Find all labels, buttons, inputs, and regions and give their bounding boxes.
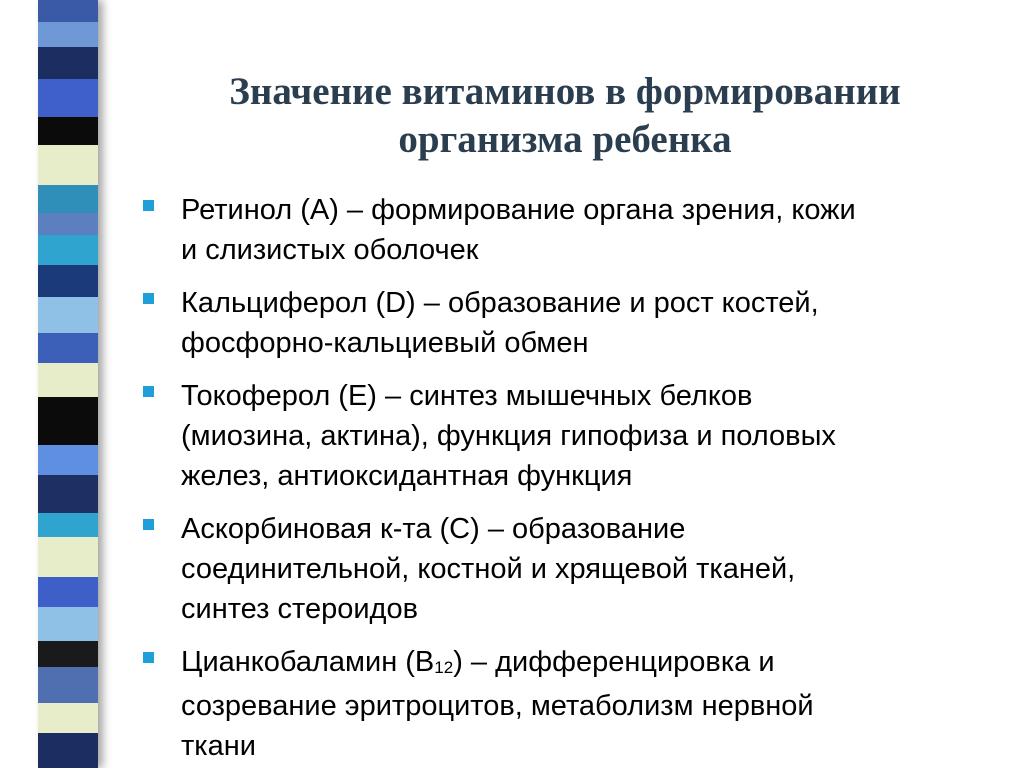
stripe-segment (38, 733, 98, 768)
list-item (143, 190, 1003, 270)
stripe-segment (38, 265, 98, 297)
stripe-segment (38, 641, 98, 667)
stripe-segment (38, 213, 98, 235)
square-bullet-icon (143, 200, 154, 211)
list-item-text: и слизистых оболочек (181, 234, 479, 266)
bullet-list (143, 190, 1003, 768)
stripe-segment (38, 47, 98, 79)
stripe-segment (38, 667, 98, 703)
list-item (143, 509, 1003, 629)
stripe-segment (38, 577, 98, 607)
list-item-text: Токоферол (Е) – синтез мышечных белков (181, 380, 753, 412)
stripe-segment (38, 117, 98, 145)
list-item-text: фосфорно-кальциевый обмен (181, 327, 589, 359)
list-item-text: синтез стероидов (181, 593, 419, 625)
list-item-text: соединительной, костной и хрящевой тканей, (181, 553, 796, 585)
stripe-segment (38, 703, 98, 733)
list-item-text: Кальциферол (D) – образование и рост костей, (181, 287, 819, 319)
stripe-segment (38, 235, 98, 265)
slide-title (130, 68, 1000, 164)
subscript-text: 12 (434, 658, 454, 677)
list-item-text: ткани (181, 730, 256, 762)
square-bullet-icon (143, 519, 154, 530)
stripe-segment (38, 145, 98, 185)
square-bullet-icon (143, 293, 154, 304)
list-item (143, 376, 1003, 496)
stripe-segment (38, 297, 98, 333)
stripe-segment (38, 185, 98, 213)
stripe-segment (38, 475, 98, 513)
stripe-segment (38, 445, 98, 475)
slide-title-line: Значение витаминов в формировании (229, 70, 901, 113)
list-item-text: (миозина, актина), функция гипофиза и половых (181, 420, 836, 452)
stripe-segment (38, 22, 98, 47)
list-item-text: созревание эритроцитов, метаболизм нервной (181, 690, 814, 722)
stripe-segment (38, 513, 98, 537)
list-item-text-part: Цианкобаламин (В (181, 646, 435, 678)
stripe-segment (38, 397, 98, 445)
slide-title-line: организма ребенка (398, 118, 732, 161)
stripe-segment (38, 363, 98, 397)
square-bullet-icon (143, 386, 154, 397)
list-item-text (181, 642, 1003, 686)
list-item-text: желез, антиоксидантная функция (181, 460, 633, 492)
list-item-text-part: ) – дифференцировка и (453, 646, 775, 678)
stripe-segment (38, 537, 98, 577)
list-item-text: Аскорбиновая к-та (С) – образование (181, 513, 686, 545)
list-item (143, 283, 1003, 363)
list-item-text: Ретинол (А) – формирование органа зрения, кожи (181, 194, 856, 226)
list-item (143, 642, 1003, 766)
decorative-stripe (38, 0, 98, 768)
stripe-segment (38, 333, 98, 363)
stripe-segment (38, 79, 98, 117)
stripe-segment (38, 607, 98, 641)
square-bullet-icon (143, 652, 154, 663)
stripe-segment (38, 0, 98, 22)
